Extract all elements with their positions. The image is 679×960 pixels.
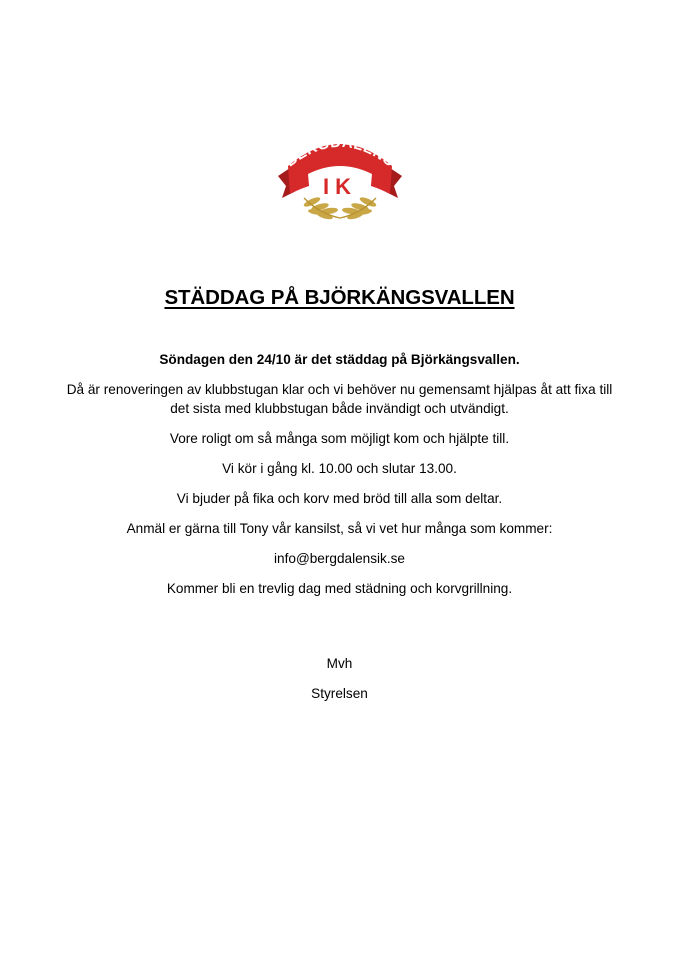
club-logo	[260, 128, 420, 228]
announcement-paragraph: Vore roligt om så många som möjligt kom och hjälpte till.	[169, 431, 510, 446]
announcement-paragraph: Kommer bli en trevlig dag med städning och korvgrillning.	[166, 581, 513, 596]
laurel-wreath-icon	[303, 195, 378, 220]
announcement-paragraph: Vi bjuder på fika och korv med bröd till alla som deltar.	[176, 491, 503, 506]
signoff-sender: Styrelsen	[311, 686, 368, 701]
logo-initials: IK	[323, 174, 357, 199]
club-crest-icon	[260, 128, 420, 228]
announcement-body	[60, 350, 619, 609]
announcement-date-line: Söndagen den 24/10 är det städdag på Björkängsvallen.	[159, 352, 520, 367]
announcement-paragraph: Då är renoveringen av klubbstugan klar och vi behöver nu gemensamt hjälpas åt att fixa till det sista med klubbstugan både invändigt och utvändigt.	[66, 382, 613, 416]
contact-email: info@bergdalensik.se	[274, 551, 405, 566]
signoff-greeting: Mvh	[326, 656, 353, 671]
signoff	[0, 654, 679, 714]
page-title: STÄDDAG PÅ BJÖRKÄNGSVALLEN	[164, 286, 515, 309]
logo-club-name: BERGDALENS	[282, 133, 398, 171]
announcement-paragraph: Anmäl er gärna till Tony vår kansilst, så vi vet hur många som kommer:	[126, 521, 553, 536]
announcement-paragraph: Vi kör i gång kl. 10.00 och slutar 13.00.	[222, 461, 457, 476]
